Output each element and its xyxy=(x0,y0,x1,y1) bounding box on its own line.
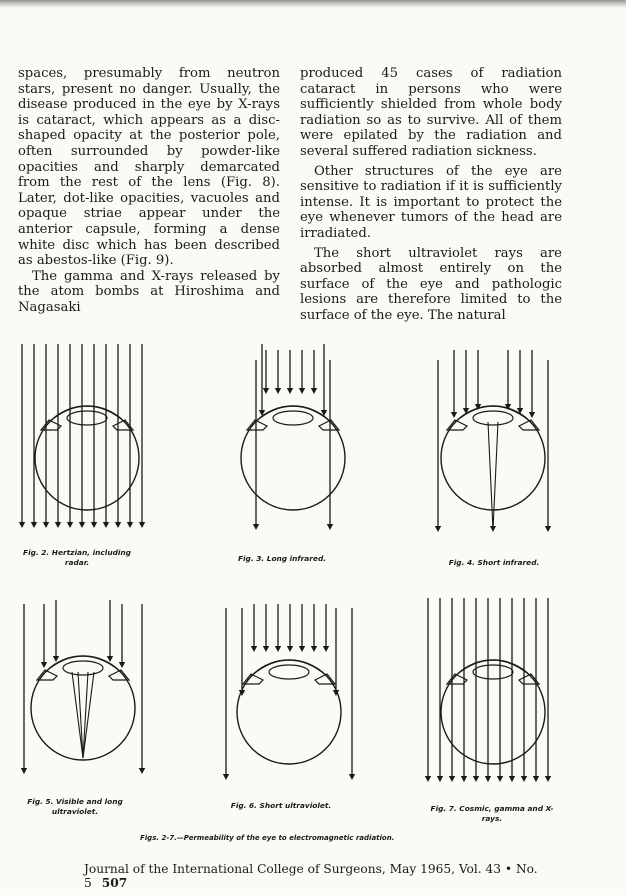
ray-arrowhead xyxy=(139,522,145,528)
scan-top-edge xyxy=(0,0,626,8)
eye-diagram xyxy=(8,590,158,790)
ray-arrowhead xyxy=(545,776,551,782)
ray-arrowhead xyxy=(327,524,333,530)
ray-arrowhead xyxy=(311,388,317,394)
ray-arrowhead xyxy=(275,388,281,394)
ray-arrowhead xyxy=(21,768,27,774)
ray-arrowhead xyxy=(545,526,551,532)
eye-diagram xyxy=(418,594,568,794)
ray-arrowhead xyxy=(31,522,37,528)
figure-2-caption: Fig. 2. Hertzian, including radar. xyxy=(23,548,131,567)
ray-arrowhead xyxy=(287,388,293,394)
focus-ray xyxy=(493,422,498,530)
ray-arrowhead xyxy=(263,646,269,652)
ray-arrowhead xyxy=(19,522,25,528)
figure-7-eye-diagram xyxy=(418,594,568,794)
ray-arrowhead xyxy=(79,522,85,528)
text-column-right xyxy=(300,66,562,324)
focus-ray xyxy=(78,672,83,758)
ray-arrowhead xyxy=(275,646,281,652)
eye-diagram xyxy=(214,594,364,794)
lens xyxy=(269,665,309,679)
lens xyxy=(473,665,513,679)
ray-arrowhead xyxy=(437,776,443,782)
lens xyxy=(273,411,313,425)
lens xyxy=(63,661,103,675)
figure-3-eye-diagram xyxy=(218,340,368,540)
figure-6-eye-diagram xyxy=(214,594,364,794)
ray-arrowhead xyxy=(119,662,125,668)
ray-arrowhead xyxy=(485,776,491,782)
paragraph: The short ultraviolet rays are absorbed almost entirely on the surface of the eye and pathologic lesions are therefore limited to the surface of the eye. The natural xyxy=(300,245,562,323)
ray-arrowhead xyxy=(91,522,97,528)
ray-arrowhead xyxy=(41,662,47,668)
ray-arrowhead xyxy=(449,776,455,782)
eye-diagram xyxy=(218,340,368,540)
ray-arrowhead xyxy=(53,656,59,662)
ray-arrowhead xyxy=(103,522,109,528)
figure-4-eye-diagram xyxy=(418,340,568,540)
ray-arrowhead xyxy=(473,776,479,782)
focus-ray xyxy=(488,422,493,530)
ray-arrowhead xyxy=(299,646,305,652)
ray-arrowhead xyxy=(311,646,317,652)
ray-arrowhead xyxy=(115,522,121,528)
paragraph: produced 45 cases of radiation cataract in persons who were sufficiently shielded from whole body radiation so as to survive. All of them were epilated by the radiation and several suffered radiation sickness. xyxy=(300,66,562,159)
figure-3-caption: Fig. 3. Long infrared. xyxy=(237,554,327,563)
ray-arrowhead xyxy=(521,776,527,782)
figure-2-eye-diagram xyxy=(12,340,162,540)
ray-arrowhead xyxy=(253,524,259,530)
ray-arrowhead xyxy=(251,646,257,652)
ray-arrowhead xyxy=(107,656,113,662)
ray-arrowhead xyxy=(461,776,467,782)
ray-arrowhead xyxy=(43,522,49,528)
ray-arrowhead xyxy=(349,774,355,780)
ray-arrowhead xyxy=(529,412,535,418)
paragraph: Other structures of the eye are sensitive to radiation if it is sufficiently intense. It is important to protect the eye whenever tumors of the head are irradiated. xyxy=(300,163,562,241)
figure-4-caption: Fig. 4. Short infrared. xyxy=(448,558,540,567)
ray-arrowhead xyxy=(287,646,293,652)
focus-ray xyxy=(83,672,94,758)
lens xyxy=(67,411,107,425)
ray-arrowhead xyxy=(497,776,503,782)
ray-arrowhead xyxy=(139,768,145,774)
ray-arrowhead xyxy=(127,522,133,528)
page-number: 507 xyxy=(101,876,128,890)
eye-diagram xyxy=(12,340,162,540)
focus-ray xyxy=(72,672,83,758)
journal-citation: Journal of the International College of Surgeons, May 1965, Vol. 43 • No. 5 xyxy=(84,862,538,890)
text-column-left xyxy=(18,66,280,316)
ray-arrowhead xyxy=(451,412,457,418)
figure-5-caption: Fig. 5. Visible and long ultraviolet. xyxy=(27,797,123,816)
page-footer xyxy=(84,862,554,890)
ray-arrowhead xyxy=(55,522,61,528)
ray-arrowhead xyxy=(263,388,269,394)
figure-6-caption: Fig. 6. Short ultraviolet. xyxy=(230,801,332,810)
ray-arrowhead xyxy=(67,522,73,528)
eye-diagram xyxy=(418,340,568,540)
ray-arrowhead xyxy=(435,526,441,532)
ray-arrowhead xyxy=(223,774,229,780)
ray-arrowhead xyxy=(509,776,515,782)
figure-group-caption: Figs. 2-7.—Permeability of the eye to electromagnetic radiation. xyxy=(140,834,395,842)
ray-arrowhead xyxy=(299,388,305,394)
lens xyxy=(473,411,513,425)
paragraph: The gamma and X-rays released by the atom bombs at Hiroshima and Nagasaki xyxy=(18,268,280,315)
paragraph: spaces, presumably from neutron stars, present no danger. Usually, the disease produced in the eye by X-rays is cataract, which appears as a disc-shaped opacity at the posterior pole, often surrounded by powder-like opacities and sharply demarcated from the rest of the lens (Fig. 8). Later, dot-like opacities, vacuoles and opaque striae appear under the anterior capsule, forming a dense white disc which has been described as abestos-like (Fig. 9). xyxy=(18,66,280,269)
figure-5-eye-diagram xyxy=(8,590,158,790)
figure-7-caption: Fig. 7. Cosmic, gamma and X-rays. xyxy=(430,804,554,823)
focus-ray xyxy=(83,672,88,758)
ray-arrowhead xyxy=(533,776,539,782)
ray-arrowhead xyxy=(425,776,431,782)
focus-arrowhead xyxy=(490,526,496,532)
ray-arrowhead xyxy=(323,646,329,652)
